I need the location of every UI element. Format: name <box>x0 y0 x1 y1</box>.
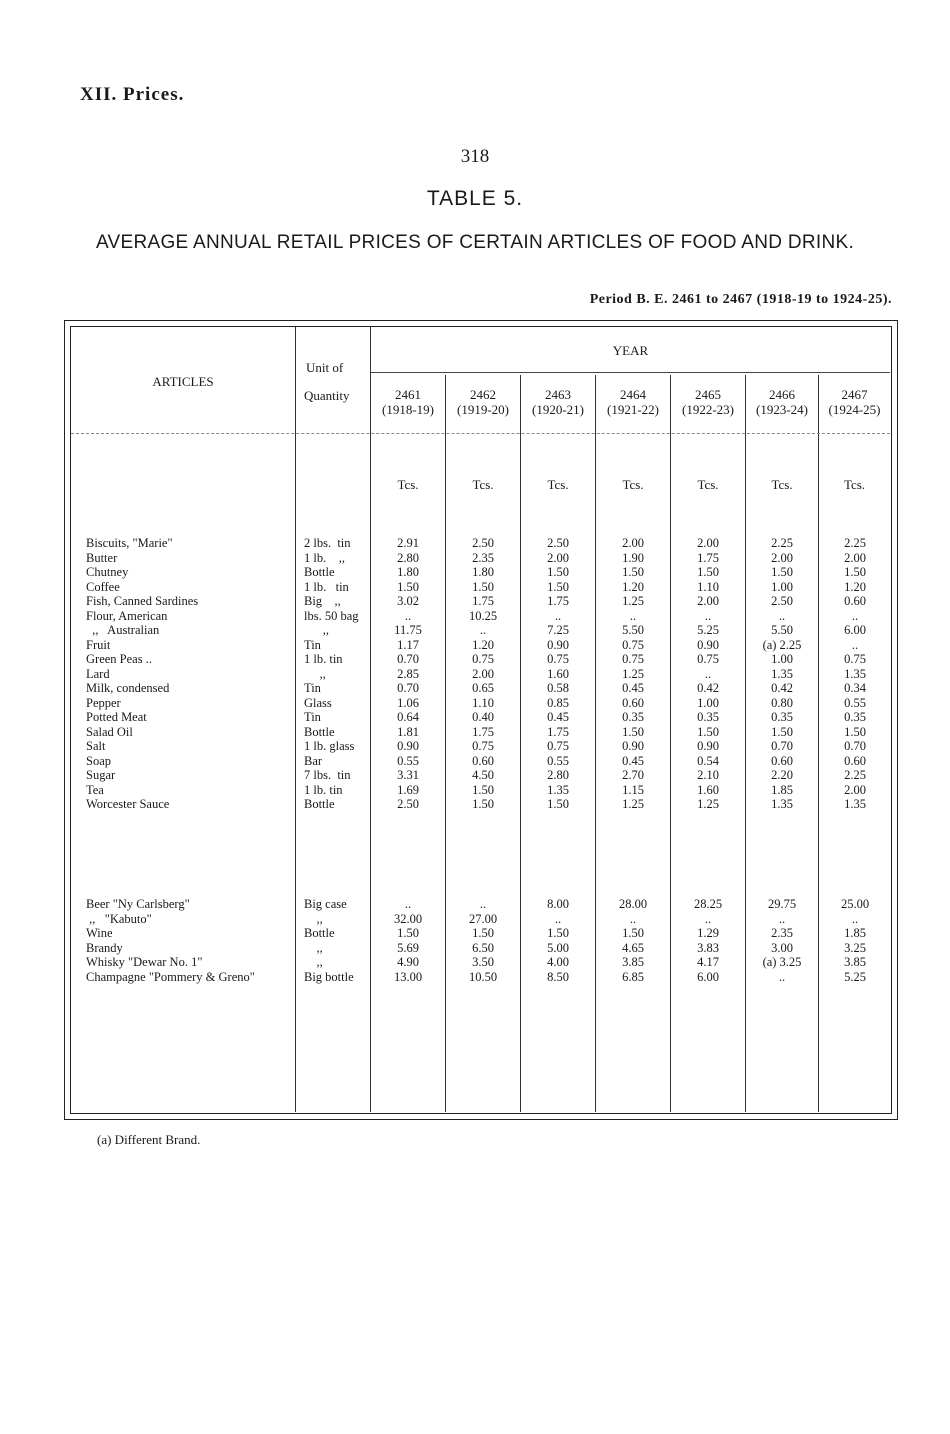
price-cell: 6.50 <box>472 940 494 955</box>
unit-of-quantity: Tin <box>304 681 321 695</box>
price-cell: 0.42 <box>771 681 793 695</box>
price-cell: 0.90 <box>397 739 419 753</box>
price-cell: 3.50 <box>472 955 494 969</box>
price-cell: 11.75 <box>394 623 422 637</box>
price-cell: 1.35 <box>771 666 793 681</box>
price-cell: 1.50 <box>547 579 569 594</box>
price-cell: (a) 2.25 <box>762 637 802 652</box>
price-cell: 1.50 <box>622 724 644 739</box>
price-cell: 0.75 <box>697 652 719 666</box>
currency-label: Tcs. <box>771 477 793 492</box>
price-cell: .. <box>851 637 859 652</box>
price-cell: 0.90 <box>622 739 644 753</box>
price-cell: .. <box>851 911 859 926</box>
price-cell: 1.50 <box>697 565 719 579</box>
price-cell: 2.50 <box>397 797 419 811</box>
price-cell: 1.50 <box>771 565 793 579</box>
price-cell: 27.00 <box>468 911 498 926</box>
price-cell: 1.35 <box>844 666 866 681</box>
year-header <box>671 387 745 417</box>
price-cell: 1.17 <box>397 637 419 652</box>
price-cell: 2.50 <box>472 536 494 550</box>
price-cell: 2.00 <box>771 550 793 565</box>
price-cell: 10.50 <box>468 969 498 984</box>
article-name: Fish, Canned Sardines <box>86 594 199 608</box>
price-cell: 0.55 <box>397 753 419 768</box>
table-number: TABLE 5. <box>426 187 524 210</box>
year-rule <box>371 372 890 373</box>
price-cell: 1.35 <box>547 782 569 797</box>
price-cell: 0.40 <box>472 710 494 724</box>
price-cell: 4.00 <box>547 955 569 969</box>
price-cell: .. <box>404 608 412 623</box>
price-cell: .. <box>479 897 487 911</box>
price-cell: 2.00 <box>547 550 569 565</box>
article-name: Soap <box>86 753 111 768</box>
price-cell: .. <box>778 969 786 984</box>
price-cell: 0.90 <box>547 637 569 652</box>
footnote: (a) Different Brand. <box>97 1132 201 1147</box>
price-cell: 2.25 <box>844 536 866 550</box>
year-header <box>596 387 670 417</box>
price-cell: 5.50 <box>771 623 793 637</box>
price-cell: 2.00 <box>844 550 866 565</box>
year-ad: (1923-24) <box>756 402 808 417</box>
year-be: 2463 <box>545 387 571 402</box>
price-cell: 4.65 <box>622 940 644 955</box>
year-header <box>521 387 595 417</box>
section-heading: XII. Prices. <box>80 84 185 105</box>
article-name: Champagne "Pommery & Greno" <box>86 969 255 984</box>
unit-of-quantity: 7 lbs. tin <box>304 768 351 782</box>
price-cell: 1.25 <box>697 797 719 811</box>
price-cell: 0.55 <box>547 753 569 768</box>
price-cell: 0.90 <box>697 637 719 652</box>
price-cell: 6.00 <box>697 969 719 984</box>
price-cell: 1.50 <box>844 565 866 579</box>
price-cell: 1.81 <box>397 724 419 739</box>
price-cell: 1.15 <box>622 782 644 797</box>
price-cell: 2.50 <box>547 536 569 550</box>
year-be: 2464 <box>620 387 646 402</box>
price-cell: 28.00 <box>618 897 648 911</box>
price-cell: .. <box>704 666 712 681</box>
price-cell: 1.50 <box>472 797 494 811</box>
price-cell: 1.50 <box>771 724 793 739</box>
price-cell: 2.00 <box>697 536 719 550</box>
price-cell: 0.75 <box>547 739 569 753</box>
article-name: Butter <box>86 550 118 565</box>
price-cell: 1.50 <box>472 926 494 940</box>
unit-of-quantity: Tin <box>304 637 321 652</box>
price-cell: 3.31 <box>397 768 419 782</box>
price-cell: 2.80 <box>547 768 569 782</box>
year-ad: (1919-20) <box>457 402 509 417</box>
price-cell: 8.50 <box>547 969 569 984</box>
price-cell: 0.60 <box>844 753 866 768</box>
year-be: 2467 <box>841 387 868 402</box>
price-cell: 1.75 <box>472 724 494 739</box>
article-name: Brandy <box>86 940 123 955</box>
header-unit-line1: Unit of <box>306 360 344 375</box>
unit-of-quantity: 1 lb. tin <box>304 782 343 797</box>
price-cell: 0.75 <box>844 652 866 666</box>
price-cell: 3.00 <box>771 940 793 955</box>
unit-of-quantity: ,, <box>304 623 329 637</box>
year-ad: (1921-22) <box>607 402 659 417</box>
page-number: 318 <box>460 146 490 167</box>
price-cell: 1.20 <box>622 579 644 594</box>
price-cell: (a) 3.25 <box>762 955 802 969</box>
price-cell: .. <box>554 608 562 623</box>
price-cell: 5.50 <box>622 623 644 637</box>
price-cell: 5.25 <box>697 623 719 637</box>
unit-of-quantity: Bottle <box>304 724 335 739</box>
price-cell: 29.75 <box>767 897 797 911</box>
price-cell: 0.70 <box>397 681 419 695</box>
price-cell: 3.85 <box>622 955 644 969</box>
price-cell: 1.50 <box>547 797 569 811</box>
price-cell: 1.50 <box>844 724 866 739</box>
price-cell: 0.70 <box>771 739 793 753</box>
currency-label: Tcs. <box>397 477 419 492</box>
price-cell: 0.60 <box>622 695 644 710</box>
price-cell: 1.50 <box>397 579 419 594</box>
price-cell: 1.50 <box>547 565 569 579</box>
price-cell: 0.90 <box>697 739 719 753</box>
year-ad: (1918-19) <box>382 402 434 417</box>
article-name: Potted Meat <box>86 710 147 724</box>
unit-of-quantity: Bottle <box>304 797 335 811</box>
price-cell: 1.25 <box>622 797 644 811</box>
unit-of-quantity: Big ,, <box>304 594 341 608</box>
price-cell: 1.75 <box>697 550 719 565</box>
unit-of-quantity: Big case <box>304 897 347 911</box>
currency-label: Tcs. <box>697 477 719 492</box>
article-name: Tea <box>86 782 104 797</box>
price-cell: 2.91 <box>397 536 419 550</box>
price-cell: 0.35 <box>844 710 866 724</box>
price-cell: 4.17 <box>697 955 719 969</box>
article-name: Wine <box>86 926 113 940</box>
price-cell: 2.10 <box>697 768 719 782</box>
price-cell: .. <box>629 911 637 926</box>
unit-of-quantity: Bottle <box>304 565 335 579</box>
price-cell: .. <box>778 911 786 926</box>
price-cell: .. <box>404 897 412 911</box>
unit-of-quantity: 2 lbs. tin <box>304 536 351 550</box>
year-header <box>746 387 818 417</box>
unit-of-quantity: ,, <box>304 666 326 681</box>
price-cell: 1.50 <box>547 926 569 940</box>
unit-of-quantity: 1 lb. ,, <box>304 550 345 565</box>
price-cell: 5.25 <box>844 969 866 984</box>
price-cell: 2.35 <box>771 926 793 940</box>
article-name: Salt <box>86 739 106 753</box>
price-cell: 1.80 <box>472 565 494 579</box>
article-name: Lard <box>86 666 110 681</box>
article-name: Salad Oil <box>86 724 133 739</box>
price-cell: 1.75 <box>472 594 494 608</box>
price-cell: 1.00 <box>771 579 793 594</box>
price-cell: 2.00 <box>697 594 719 608</box>
price-cell: 5.00 <box>547 940 569 955</box>
unit-of-quantity: ,, <box>304 955 323 969</box>
price-cell: 2.20 <box>771 768 793 782</box>
currency-label: Tcs. <box>622 477 644 492</box>
article-name: Pepper <box>86 695 121 710</box>
price-cell: 3.83 <box>697 940 719 955</box>
price-cell: 1.60 <box>697 782 719 797</box>
header-year: YEAR <box>612 343 649 358</box>
unit-of-quantity: Bottle <box>304 926 335 940</box>
unit-of-quantity: Glass <box>304 695 332 710</box>
price-cell: 4.50 <box>472 768 494 782</box>
price-cell: 1.50 <box>697 724 719 739</box>
unit-of-quantity: Big bottle <box>304 969 354 984</box>
article-name: Whisky "Dewar No. 1" <box>86 955 203 969</box>
article-name: ,, Australian <box>86 623 160 637</box>
price-cell: .. <box>479 623 487 637</box>
price-cell: 6.00 <box>844 623 866 637</box>
price-cell: 1.50 <box>622 926 644 940</box>
price-cell: 1.50 <box>622 565 644 579</box>
period-caption: Period B. E. 2461 to 2467 (1918-19 to 1924-25). <box>589 292 892 307</box>
price-cell: 0.75 <box>547 652 569 666</box>
price-cell: 4.90 <box>397 955 419 969</box>
price-cell: 1.75 <box>547 724 569 739</box>
article-name: Biscuits, "Marie" <box>86 536 173 550</box>
price-cell: 1.60 <box>547 666 569 681</box>
price-cell: 1.35 <box>771 797 793 811</box>
price-cell: 0.45 <box>622 753 644 768</box>
unit-of-quantity: 1 lb. tin <box>304 652 343 666</box>
price-cell: 2.00 <box>622 536 644 550</box>
unit-of-quantity: lbs. 50 bag <box>304 608 359 623</box>
price-cell: 8.00 <box>547 897 569 911</box>
price-cell: 2.25 <box>844 768 866 782</box>
price-cell: 1.20 <box>844 579 866 594</box>
article-name: Chutney <box>86 565 129 579</box>
price-cell: 0.58 <box>547 681 569 695</box>
article-name: Flour, American <box>86 608 168 623</box>
price-cell: 0.70 <box>397 652 419 666</box>
year-header <box>819 387 890 417</box>
price-cell: 32.00 <box>393 911 423 926</box>
price-cell: 5.69 <box>397 940 419 955</box>
price-cell: 0.65 <box>472 681 494 695</box>
unit-of-quantity: ,, <box>304 940 323 955</box>
price-cell: 2.85 <box>397 666 419 681</box>
price-cell: 25.00 <box>840 897 870 911</box>
unit-of-quantity: 1 lb. tin <box>304 579 349 594</box>
price-cell: 0.45 <box>547 710 569 724</box>
price-cell: 2.35 <box>472 550 494 565</box>
price-cell: 0.75 <box>622 637 644 652</box>
price-cell: 0.70 <box>844 739 866 753</box>
price-cell: 1.50 <box>472 579 494 594</box>
unit-of-quantity: Bar <box>304 753 323 768</box>
price-cell: 0.42 <box>697 681 719 695</box>
price-cell: 0.35 <box>697 710 719 724</box>
price-cell: 0.34 <box>844 681 866 695</box>
price-cell: 1.25 <box>622 666 644 681</box>
price-cell: 1.10 <box>472 695 494 710</box>
price-cell: 2.00 <box>472 666 494 681</box>
price-cell: 0.35 <box>622 710 644 724</box>
price-cell: 0.75 <box>472 739 494 753</box>
price-cell: 2.80 <box>397 550 419 565</box>
year-ad: (1922-23) <box>682 402 734 417</box>
price-cell: 10.25 <box>468 608 498 623</box>
article-name: Green Peas .. <box>86 652 152 666</box>
currency-label: Tcs. <box>843 477 866 492</box>
price-cell: 1.06 <box>397 695 419 710</box>
price-cell: 3.02 <box>397 594 419 608</box>
price-cell: .. <box>554 911 562 926</box>
price-cell: 2.00 <box>844 782 866 797</box>
year-be: 2466 <box>769 387 795 402</box>
price-cell: 28.25 <box>693 897 723 911</box>
year-ad: (1924-25) <box>828 402 881 417</box>
price-cell: 0.60 <box>771 753 793 768</box>
unit-of-quantity: ,, <box>304 911 323 926</box>
year-header <box>446 387 520 417</box>
header-rule <box>71 433 890 434</box>
price-cell: 0.64 <box>397 710 419 724</box>
price-cell: 0.75 <box>622 652 644 666</box>
price-cell: 1.10 <box>697 579 719 594</box>
price-cell: 0.35 <box>771 710 793 724</box>
price-cell: 3.25 <box>844 940 866 955</box>
unit-of-quantity: Tin <box>304 710 321 724</box>
price-cell: 0.54 <box>697 753 719 768</box>
price-cell: 0.85 <box>547 695 569 710</box>
unit-of-quantity: 1 lb. glass <box>304 739 355 753</box>
article-name: Sugar <box>86 768 116 782</box>
price-cell: 1.90 <box>622 550 644 565</box>
price-cell: 0.60 <box>472 753 494 768</box>
price-cell: 1.50 <box>472 782 494 797</box>
price-cell: 1.35 <box>844 797 866 811</box>
price-cell: 0.60 <box>844 594 866 608</box>
price-cell: 1.29 <box>697 926 719 940</box>
price-cell: .. <box>629 608 637 623</box>
price-cell: 1.00 <box>771 652 793 666</box>
currency-label: Tcs. <box>472 477 494 492</box>
year-ad: (1920-21) <box>532 402 584 417</box>
price-cell: 1.00 <box>697 695 719 710</box>
price-cell: 13.00 <box>393 969 423 984</box>
article-name: Fruit <box>86 637 111 652</box>
price-cell: 1.80 <box>397 565 419 579</box>
price-cell: 1.75 <box>547 594 569 608</box>
article-name: Beer "Ny Carlsberg" <box>86 897 190 911</box>
article-name: Worcester Sauce <box>86 797 170 811</box>
price-cell: .. <box>704 608 712 623</box>
header-unit-line2: Quantity <box>304 388 350 403</box>
price-cell: 0.75 <box>472 652 494 666</box>
price-cell: 2.25 <box>771 536 793 550</box>
price-cell: .. <box>704 911 712 926</box>
currency-label: Tcs. <box>547 477 569 492</box>
price-cell: 2.50 <box>771 594 793 608</box>
article-name: Coffee <box>86 579 120 594</box>
price-cell: 1.50 <box>397 926 419 940</box>
price-cell: 0.80 <box>771 695 793 710</box>
price-cell: 2.70 <box>622 768 644 782</box>
year-be: 2461 <box>395 387 421 402</box>
table-title: AVERAGE ANNUAL RETAIL PRICES OF CERTAIN ARTICLES OF FOOD AND DRINK. <box>95 232 855 253</box>
price-cell: 1.69 <box>397 782 419 797</box>
price-cell: 1.20 <box>472 637 494 652</box>
year-be: 2465 <box>695 387 721 402</box>
price-cell: 1.85 <box>771 782 793 797</box>
year-header <box>371 387 445 417</box>
year-be: 2462 <box>470 387 496 402</box>
price-cell: 1.25 <box>622 594 644 608</box>
article-name: ,, "Kabuto" <box>86 911 152 926</box>
price-cell: .. <box>778 608 786 623</box>
price-cell: 0.45 <box>622 681 644 695</box>
price-cell: .. <box>851 608 859 623</box>
price-cell: 1.85 <box>844 926 866 940</box>
article-name: Milk, condensed <box>86 681 170 695</box>
price-cell: 6.85 <box>622 969 644 984</box>
price-cell: 0.55 <box>844 695 866 710</box>
price-cell: 3.85 <box>844 955 866 969</box>
header-articles: ARTICLES <box>152 374 214 389</box>
price-cell: 7.25 <box>547 623 569 637</box>
